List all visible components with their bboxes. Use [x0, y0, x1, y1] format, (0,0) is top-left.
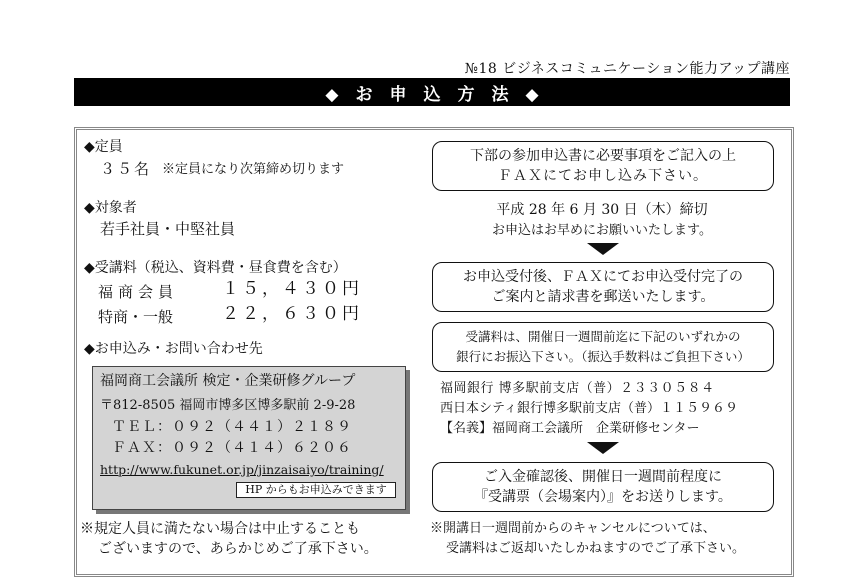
fee-label-member: 福商会員	[98, 283, 179, 301]
step4-box	[432, 462, 774, 512]
fee-label-general: 特商・一般	[98, 308, 174, 326]
contact-heading: ◆お申込み・お問い合わせ先	[84, 341, 263, 357]
contact-address: 〒812-8505 福岡市博多区博多駅前 2-9-28	[100, 398, 356, 413]
contact-fax: ＦＡＸ：０９２（４１４）６２０６	[112, 440, 352, 456]
step3-line1: 受講料は、開催日一週間前迄に下記のいずれかの	[465, 329, 741, 344]
cancel-policy-line2: 受講料はご返却いたしかねますのでご了承下さい。	[446, 541, 746, 556]
fee-heading: ◆受講料（税込、資料費・昼食費を含む）	[84, 260, 347, 276]
step4-line2: 『受講票（会場案内）』をお送りします。	[474, 489, 732, 505]
step4-line1: ご入金確認後、開催日一週間前程度に	[484, 469, 722, 485]
arrow-down-icon	[587, 442, 619, 454]
step1-box	[432, 141, 774, 191]
cancel-note-line1: ※規定人員に満たない場合は中止することも	[80, 521, 360, 537]
fee-amount-general: ２２，６３０円	[222, 304, 362, 324]
cancel-policy-line1: ※開講日一週間前からのキャンセルについては、	[430, 521, 716, 536]
contact-url-link[interactable]: http://www.fukunet.or.jp/jinzaisaiyo/training/	[100, 462, 384, 477]
contact-tel: ＴＥＬ：０９２（４４１）２１８９	[112, 419, 352, 435]
hp-note-label: HP からもお申込みできます	[236, 482, 396, 498]
arrow-down-icon	[587, 243, 619, 255]
section-title-bar	[74, 78, 790, 106]
capacity-value: ３５名	[100, 160, 152, 178]
contact-org: 福岡商工会議所 検定・企業研修グループ	[100, 373, 356, 389]
account-name: 【名義】福岡商工会議所 企業研修センター	[440, 421, 700, 436]
step1-line1: 下部の参加申込書に必要事項をご記入の上	[470, 148, 736, 164]
target-value: 若手社員・中堅社員	[100, 220, 236, 238]
deadline-note: お申込はお早めにお願いいたします。	[492, 223, 712, 238]
deadline: 平成 28 年 6 月 30 日（木）締切	[496, 202, 708, 218]
step3-box	[432, 322, 774, 372]
capacity-note: ※定員になり次第締め切ります	[162, 162, 345, 177]
capacity-heading: ◆定員	[84, 139, 123, 155]
step3-line2: 銀行にお振込下さい。（振込手数料はご負担下さい）	[456, 349, 750, 364]
cancel-note-line2: ございますので、あらかじめご了承下さい。	[98, 541, 378, 557]
target-heading: ◆対象者	[84, 200, 137, 216]
section-title: ◆ お 申 込 方 法 ◆	[325, 84, 539, 105]
fee-amount-member: １５，４３０円	[222, 279, 362, 299]
step1-line2: ＦＡＸにてお申し込み下さい。	[498, 168, 708, 184]
step2-line2: ご案内と請求書を郵送いたします。	[491, 289, 715, 305]
bank-nishinippon: 西日本シティ銀行博多駅前支店（普）１１５９６９	[440, 401, 738, 416]
step2-box	[432, 262, 774, 312]
bank-fukuoka: 福岡銀行 博多駅前支店（普）２３３０５８４	[440, 381, 715, 396]
course-series-title: №18 ビジネスコミュニケーション能力アップ講座	[464, 61, 790, 77]
step2-line1: お申込受付後、ＦＡＸにてお申込受付完了の	[463, 269, 743, 285]
